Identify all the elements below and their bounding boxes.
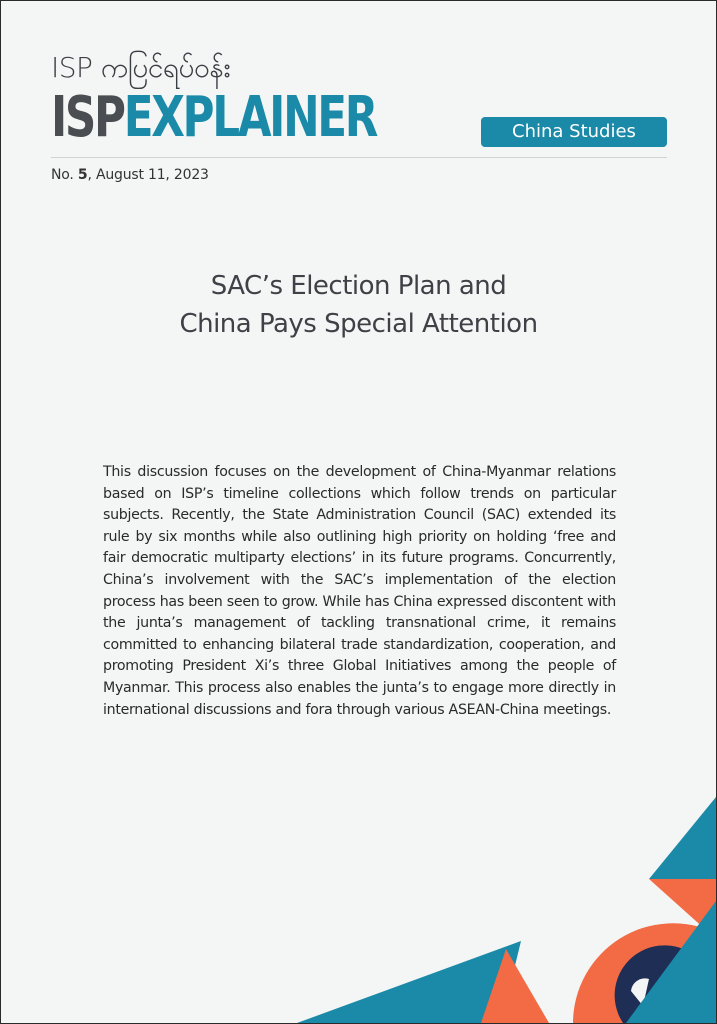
document-page bbox=[1, 1, 716, 1023]
title-line-1: SAC’s Election Plan and bbox=[210, 271, 507, 301]
teal-triangle-upper bbox=[649, 797, 716, 879]
issue-number: 5 bbox=[77, 167, 88, 183]
decorative-shapes bbox=[1, 1, 716, 1023]
brand-isp-text: ISP bbox=[51, 85, 124, 150]
title-line-2: China Pays Special Attention bbox=[179, 309, 538, 339]
category-badge: China Studies bbox=[481, 117, 667, 147]
brand-explainer-text: EXPLAINER bbox=[123, 85, 377, 150]
issue-date: , August 11, 2023 bbox=[87, 167, 209, 183]
brand-myanmar-title: ISP ကပြင်ရပ်ဝန်း bbox=[51, 51, 231, 84]
issue-number-prefix: No. bbox=[51, 167, 78, 183]
abstract-paragraph: This discussion focuses on the development of China-Myanmar relations based on ISP’s timeline collections which follow trends on particular subjects. Recently, the State Administration Council (SAC) extended its rule by six months while also outlining high priority on holding ‘free and fair democratic multiparty elections’ in its future programs. Concurrently, China’s involvement with the SAC’s implementation of the election process has been seen to grow. While has China expressed discontent with the junta’s management of tackling transnational crime, it remains committed to enhancing bilateral trade standardization, cooperation, and promoting President Xi’s three Global Initiatives among the people of Myanmar. This process also enables the junta’s to engage more directly in international discussions and fora through various ASEAN-China meetings. bbox=[103, 464, 616, 718]
